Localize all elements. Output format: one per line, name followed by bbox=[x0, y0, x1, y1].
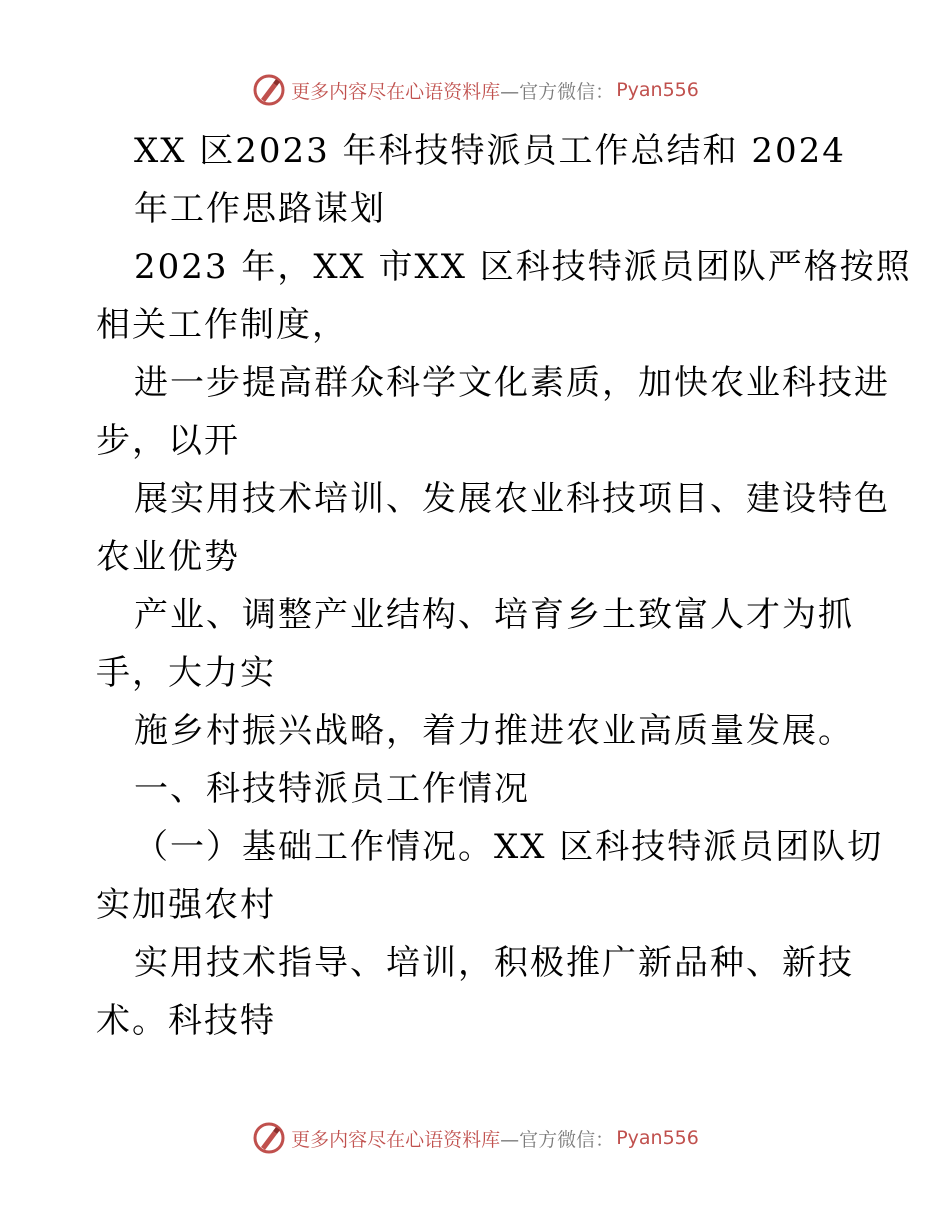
doc-line: XX 区2023 年科技特派员工作总结和 2024 bbox=[134, 131, 846, 171]
doc-line: 术。科技特 bbox=[96, 1001, 276, 1041]
doc-line: 农业优势 bbox=[96, 537, 240, 577]
doc-line: 相关工作制度， bbox=[96, 305, 348, 345]
watermark-id-text: Pyan556 bbox=[616, 79, 699, 101]
pen-circle-logo-icon bbox=[251, 1120, 287, 1156]
doc-line: 进一步提高群众科学文化素质，加快农业科技进 bbox=[134, 363, 890, 403]
watermark-id-text: Pyan556 bbox=[616, 1127, 699, 1149]
watermark-official-text: —官方微信： bbox=[500, 1128, 615, 1151]
footer-watermark bbox=[0, 1118, 950, 1158]
doc-line: 展实用技术培训、发展农业科技项目、建设特色 bbox=[134, 479, 890, 519]
doc-line: （一）基础工作情况。XX 区科技特派员团队切 bbox=[134, 827, 884, 867]
doc-line: 2023 年，XX 市XX 区科技特派员团队严格按照 bbox=[134, 247, 912, 287]
doc-line: 实用技术指导、培训，积极推广新品种、新技 bbox=[134, 943, 854, 983]
doc-line: 产业、调整产业结构、培育乡土致富人才为抓 bbox=[134, 595, 854, 635]
watermark-main-text: 更多内容尽在心语资料库 bbox=[291, 80, 501, 103]
watermark-main-text: 更多内容尽在心语资料库 bbox=[291, 1128, 501, 1151]
watermark-official-text: —官方微信： bbox=[500, 80, 615, 103]
pen-circle-logo-icon bbox=[251, 72, 287, 108]
header-watermark bbox=[0, 70, 950, 110]
doc-line: 一、科技特派员工作情况 bbox=[134, 769, 530, 809]
doc-line: 施乡村振兴战略，着力推进农业高质量发展。 bbox=[134, 711, 854, 751]
doc-line: 步，以开 bbox=[96, 421, 240, 461]
doc-line: 年工作思路谋划 bbox=[134, 189, 386, 229]
doc-line: 实加强农村 bbox=[96, 885, 276, 925]
doc-line: 手，大力实 bbox=[96, 653, 276, 693]
document-body bbox=[96, 122, 912, 1050]
